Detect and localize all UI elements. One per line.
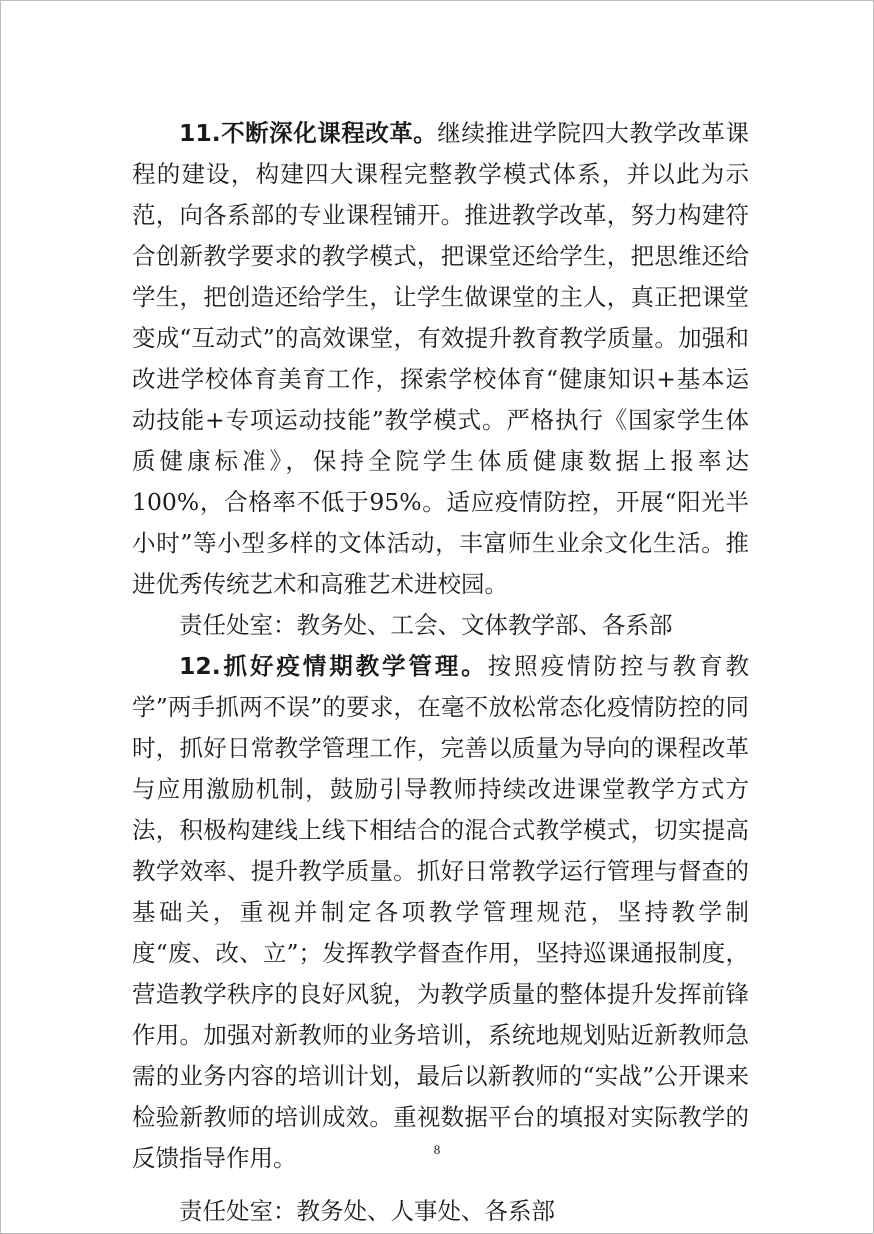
section-11-heading: 11.不断深化课程改革。 [179,119,438,147]
section-11-body: 继续推进学院四大教学改革课程的建设，构建四大课程完整教学模式体系，并以此为示范，向各系部的专业课程铺开。推进教学改革，努力构建符合创新教学要求的教学模式，把课堂还给学生，把思维还给学生，把创造还给学生，让学生做课堂的主人，真正把课堂变成“互动式”的高效课堂，有效提升教育教学质量。加强和改进学校体育美育工作，探索学校体育“健康知识+基本运动技能+专项运动技能”教学模式。严格执行《国家学生体质健康标准》，保持全院学生体质健康数据上报率达100%，合格率不低于95%。适应疫情防控，开展“阳光半小时”等小型多样的文体活动，丰富师生业余文化生活。推进优秀传统艺术和高雅艺术进校园。 [132,119,749,598]
section-12-body: 按照疫情防控与教育教学”两手抓两不误”的要求，在毫不放松常态化疫情防控的同时，抓好日常教学管理工作，完善以质量为导向的课程改革与应用激励机制，鼓励引导教师持续改进课堂教学方式方法，积极构建线上线下相结合的混合式教学模式，切实提高教学效率、提升教学质量。抓好日常教学运行管理与督查的基础关，重视并制定各项教学管理规范，坚持教学制度“废、改、立”；发挥教学督查作用，坚持巡课通报制度，营造教学秩序的良好风貌，为教学质量的整体提升发挥前锋作用。加强对新教师的业务培训，系统地规划贴近新教师急需的业务内容的培训计划，最后以新教师的“实战”公开课来检验新教师的培训成效。重视数据平台的填报对实际教学的反馈指导作用。 [132,652,749,1172]
section-12-paragraph [132,646,749,1179]
page-content [132,113,749,1232]
section-11-paragraph [132,113,749,605]
section-12-heading: 12.抓好疫情期教学管理。 [179,652,488,680]
section-12-responsible: 责任处室：教务处、人事处、各系部 [179,1197,555,1225]
section-11-responsible: 责任处室：教务处、工会、文体教学部、各系部 [179,611,673,639]
page-number: 8 [433,1142,441,1157]
